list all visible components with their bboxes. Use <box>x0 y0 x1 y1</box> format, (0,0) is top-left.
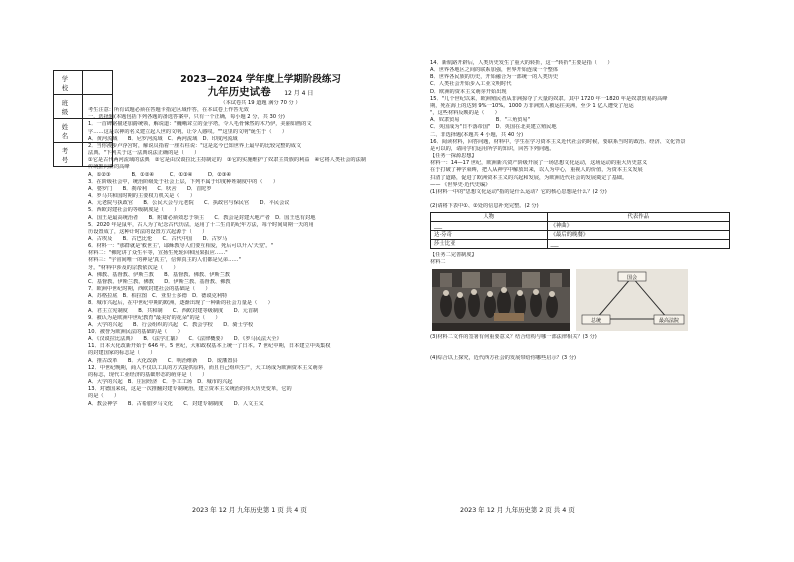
exam-line: A．大学的兴起 B．行会组织的兴起 C．教会学校 D．骑士学校 <box>88 321 254 328</box>
exam-line: 一、选择题(本题包括下列各题的备选答案中，只有一个正确，每小题 2 分，共 30 分) <box>88 114 285 121</box>
exam-line: 1．一首碑铭描述加爵统领，解说道："巍峨耸立的金字塔，令人毛骨悚然的木乃伊，美丽如画的文 <box>88 121 312 128</box>
exam-line: (2)请将下表中①、②处的信息补充完整。(2 分) <box>430 203 539 210</box>
exam-line: —— 《世界史·近代史编》 <box>430 181 491 188</box>
exam-line: 考生注意：所有试题必须在答题卡指定区域作答，在本试卷上作答无效 <box>88 107 249 114</box>
diagram-label-left: 总统 <box>590 317 602 324</box>
exam-line: D．欧洲的资本主义萌芽开始出现 <box>430 88 507 95</box>
exam-line: C．人类社会开始步入工业文明时代 <box>430 81 512 88</box>
exam-line: C．英国成为"日不落帝国" D．英国在北美建立殖民地 <box>430 124 557 131</box>
score-note: （本试卷共 19 道题 满分 70 分 ） <box>220 100 301 106</box>
exam-line: B．世界各民族的历史，开始融合为一部统一的人类历史 <box>430 74 559 81</box>
exam-line <box>430 341 775 348</box>
exam-line: 8．城市兴起后，在中世纪中期的欧洲，逐渐出现了一种新的社会力量是（ ） <box>88 300 273 307</box>
page-1-footer: 2023 年 12 月 九年历史第 1 页 共 4 页 <box>192 506 307 514</box>
exam-line: 材料一：14—17 世纪，欧洲新兴资产阶级开展了一场思想文化运动，这场运动的重大历史意义 <box>430 160 648 167</box>
exam-line: A．古埃及 B．古巴比伦 C．古代中国 D．古罗马 <box>88 235 228 242</box>
exam-line: 的封建国家的标志是（ ） <box>88 350 156 357</box>
name-label: 姓 名 <box>54 119 83 143</box>
exam-line: A．国王是最高统治者 B．附庸必须效忠于领主 C．教会是封建大地产者 D．国王也有封地 <box>88 214 316 221</box>
diagram-label-right: 最高法院 <box>658 317 680 324</box>
works-cell: 《神曲》 <box>547 222 729 231</box>
exam-line: 材料二 <box>430 259 446 266</box>
exam-line: A．婆罗门 B．刹帝利 C．吠舍 D．首陀罗 <box>88 185 212 192</box>
exam-line: (4)综合以上探究，近代西方社会的发展带给你哪些启示？(3 分) <box>430 355 577 362</box>
exam-line: 5．西欧封建社会的等级制度是（ ） <box>88 207 180 214</box>
works-header-person: 人物 <box>431 213 548 222</box>
exam-line: (1)材料一中的"思想文化运动"指的是什么运动？它的核心思想是什么？(2 分) <box>430 188 607 195</box>
exam-line: A．苏格拉底 B．柏拉图 C．亚里士多德 D．德谟克利特 <box>88 293 228 300</box>
exam-line: 二、非选择题(本题共 4 小题，共 40 分) <box>430 131 524 138</box>
exam-line: 扫清了道路，促进了欧洲资本主义的兴起和发展，为欧洲近代社会的发展奠定了基础。 <box>430 174 628 181</box>
exam-line: (3)材料二文件的签署有何重要意义？结合结构与哪一部法律相关？(3 分) <box>430 333 597 340</box>
exam-line: ①它是古代两河流域的法典 ②它是由汉谟拉比主持制定的 ③它的实施维护了奴隶主贵族的利益 ④它将人类社会的法制 <box>88 157 366 164</box>
exam-line: 是可以的，请同学们运用所学的知识，回答下列问题。 <box>430 145 555 152</box>
exam-line: 15．"几个世纪以来，欧洲殖民者从非洲掠夺了大量的奴隶。其中 1720 年一1820 年是奴隶贸易的高峰 <box>430 95 668 102</box>
works-header-work: 代表作品 <box>547 213 729 222</box>
diagram-label-top: 国会 <box>626 274 638 281</box>
works-cell: 莎士比亚 <box>431 240 548 249</box>
exam-line: C．基督教、伊斯兰教、佛教 D．伊斯兰教、基督教、佛教 <box>88 278 231 285</box>
exam-line <box>430 348 775 355</box>
exam-line: 在于打破了神学束缚，把人从神学中解放出来，以人为中心，重视人的价值，为资本主义发展 <box>430 167 643 174</box>
separation-of-powers-diagram <box>576 269 688 331</box>
works-cell: 达·芬奇 <box>431 231 548 240</box>
exam-line: 材料二："佛陀讲了众生平等，宣扬生死轮回和因果报应……" <box>88 250 228 257</box>
task-two-heading <box>430 252 775 266</box>
exam-line: 3．在阶级社会中，统治阶级处于社会上层，下列不属于印度种姓制度中的（ ） <box>88 178 279 185</box>
exam-line: A．黄河流域 B．尼罗河流域 C．两河流域 D．印度河流域 <box>88 135 238 142</box>
exam-line: 12．中世纪晚期，商人不仅以工具的方式提供原料，而且自己组织生产，大工场成为欧洲资本主义萌芽 <box>88 364 323 371</box>
exam-subject: 九年历史试卷 <box>207 86 271 98</box>
works-table <box>430 212 730 249</box>
exam-line: A．①②③ B．①②④ C．①③④ D．②③④ <box>88 171 232 178</box>
exam-number-label: 考 号 <box>54 143 83 167</box>
exam-line: 【任务二完善制度】 <box>430 252 477 259</box>
exam-line: 的是（ ） <box>88 393 120 400</box>
exam-page-1 <box>88 60 433 490</box>
question-list-page-2-end <box>430 334 775 363</box>
exam-line: A．奴隶贸易 B．"三角贸易" <box>430 117 531 124</box>
exam-page-2 <box>430 60 775 490</box>
class-label: 班 级 <box>54 95 83 119</box>
exam-line: A．《汉谟拉比法典》 B．《法学汇纂》 C．《法律概要》 D．《罗马民法大全》 <box>88 336 282 343</box>
exam-line: 的标志，现代工业经济的基础形态的萌芽是（ ） <box>88 371 208 378</box>
exam-line: 字……这是以神的名义建立起人世的文明。让令人感叹。""这里的文明"诞生于（ ） <box>88 128 288 135</box>
works-cell: 《最后的晚餐》 <box>547 231 729 240</box>
exam-line <box>430 196 775 203</box>
question-list-page-2 <box>430 60 775 210</box>
exam-line: "，这些材料反映的是（ ） <box>430 110 500 117</box>
declaration-painting-image <box>432 269 570 331</box>
exam-subtitle <box>88 86 433 100</box>
exam-line: 期，死在海上的达到 9%一10%。1000 万非洲黑人被运往美洲，至少 1 亿人遭受了厄运 <box>430 102 634 109</box>
exam-line: 材料三："宇宙间唯一的神是'真主'，信仰真主的人们都是兄弟……" <box>88 257 241 264</box>
exam-line: A．大学的兴起 B．庄园经济 C．手工工场 D．城市的兴起 <box>88 379 233 386</box>
exam-line: 9．被认为是欧洲中世纪教育"最美好的花朵"的是（ ） <box>88 314 221 321</box>
exam-title: 2023—2024 学年度上学期阶段练习 <box>180 74 341 85</box>
works-cell: ___ <box>547 240 729 249</box>
exam-line: A．佛教、基督教、伊斯兰教 B．基督教、佛教、伊斯兰教 <box>88 271 230 278</box>
exam-line: 13．对德国来说，这是一次推翻封建专制统治，建立资本主义统治的伟大历史变革，它的 <box>88 386 292 393</box>
exam-line: 14．新航路开辟后，人类历史发生了重大的转折，这一"转折"主要是指（ ） <box>430 60 613 66</box>
page-2-footer: 2023 年 12 月 九年历史第 2 页 共 4 页 <box>460 506 575 514</box>
exam-line: 历设置成了，这种计时法的设置方式起源于（ ） <box>88 228 208 235</box>
exam-line: A．君主立宪制度 B．共和制 C．西欧封建等级制度 D．元首制 <box>88 307 259 314</box>
exam-line: 【任务一探源思想】 <box>430 153 477 160</box>
exam-line: 6．材料一："那群就是'救世主'，耶稣教导人们要互相爱，死后可以升入'天堂'。" <box>88 243 273 250</box>
exam-line: 牙。"材料中涉及的宗教依次是（ ） <box>88 264 179 271</box>
material-two-figures <box>432 269 775 331</box>
exam-line: 5．2020 年是鼠年，古人为了纪念古代历法，运用了十二生肖的纪年方法，每个时间周期一天的用 <box>88 221 314 228</box>
exam-line: 法典。"下列关于这一法典说法正确的是（ ） <box>88 150 200 157</box>
exam-line: A．世界各地区之间的联系加强，世界开始连成一个整体 <box>430 67 559 74</box>
exam-line: A．教会神学 B．古希腊罗马文化 C．封建专制制度 D．人文主义 <box>88 400 264 407</box>
exam-line: A．推古改革 B．大化改新 C．明治维新 D．废藩置县 <box>88 357 238 364</box>
exam-line: 11．日本大化改新开始于 646 年。5 世纪，大和政权基本上统一了日本。7 世纪中期，日本建立中央集权 <box>88 343 331 350</box>
exam-line: 16．阅读材料，回答问题，材料中，学生在学习资本主义近代社会的时候，要联系当时的政治、经济、文化背景 <box>430 138 686 145</box>
exam-line: 7．欧洲中世纪时期，西欧封建社会的基础是（ ） <box>88 286 211 293</box>
exam-line: 10．被誉为欧洲民法的基础的是（ ） <box>88 329 183 335</box>
exam-line: 2．当你漫步卢浮宫时，解说员指着一座石柱说："这是迄今已知世界上最早的比较完整的成文 <box>88 142 302 149</box>
school-label: 学 校 <box>54 71 83 95</box>
question-list-page-1 <box>88 107 433 408</box>
exam-line: A．元老院与执政官 B．公民大会与元老院 C．执政官与保民官 D．平民会议 <box>88 200 290 207</box>
exam-line: 4．罗马共和国时期的主要权力机关是（ ） <box>88 193 196 200</box>
exam-line: 传统推向新的高峰 <box>88 164 130 171</box>
exam-date: 12 月 4 日 <box>284 90 314 97</box>
works-cell: ___ <box>431 222 548 231</box>
